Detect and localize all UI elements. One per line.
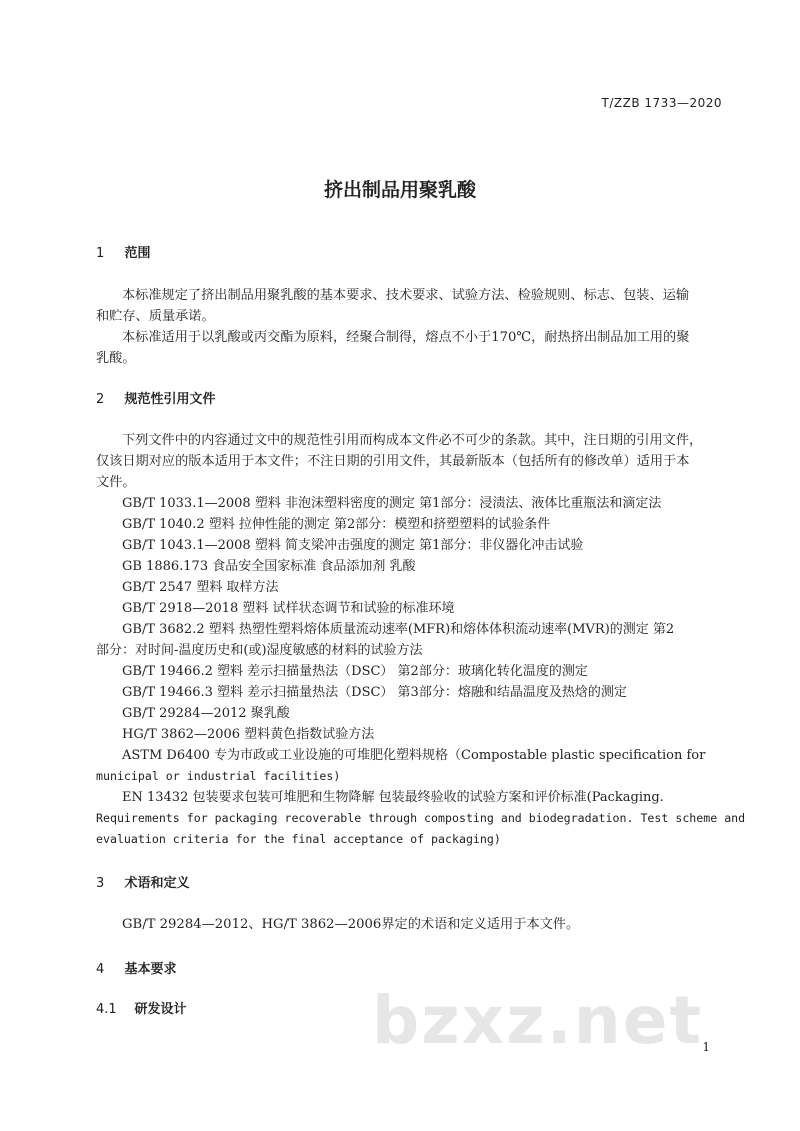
reference-item-continued: evaluation criteria for the final acceptance of packaging) — [96, 832, 501, 846]
reference-item: GB/T 19466.2 塑料 差示扫描量热法（DSC） 第2部分：玻璃化转化温度的测定 — [122, 664, 588, 679]
watermark: bzxz.net — [372, 982, 704, 1059]
terms-line: GB/T 29284—2012、HG/T 3862—2006界定的术语和定义适用于本文件。 — [122, 917, 580, 932]
section-title: 规范性引用文件 — [124, 392, 216, 407]
section-4-heading — [96, 958, 177, 977]
reference-item-continued: Requirements for packaging recoverable through composting and biodegradation. Test scheme and — [96, 811, 746, 825]
section-1-heading — [96, 242, 151, 261]
page-number: 1 — [702, 1040, 710, 1054]
reference-item: GB/T 1033.1—2008 塑料 非泡沫塑料密度的测定 第1部分：浸渍法、液体比重瓶法和滴定法 — [122, 496, 662, 511]
section-number: 4.1 — [96, 1002, 117, 1017]
reference-item-continued: 部分：对时间-温度历史和(或)湿度敏感的材料的试验方法 — [96, 643, 423, 658]
reference-item: EN 13432 包装要求包装可堆肥和生物降解 包装最终验收的试验方案和评价标准(Packaging. — [122, 790, 664, 805]
document-code: T/ZZB 1733—2020 — [601, 96, 722, 110]
scope-line: 乳酸。 — [96, 351, 136, 366]
section-number: 4 — [96, 962, 105, 977]
section-title: 术语和定义 — [124, 876, 190, 891]
reference-item: ASTM D6400 专为市政或工业设施的可堆肥化塑料规格（Compostable plastic specification for — [122, 748, 706, 763]
reference-item: GB/T 2547 塑料 取样方法 — [122, 580, 279, 595]
reference-item: GB/T 2918—2018 塑料 试样状态调节和试验的标准环境 — [122, 601, 455, 616]
reference-item-continued: municipal or industrial facilities) — [96, 769, 341, 783]
terms-paragraph — [96, 914, 726, 935]
scope-line: 本标准适用于以乳酸或丙交酯为原料，经聚合制得，熔点不小于170℃，耐热挤出制品加工用的聚 — [122, 330, 690, 345]
reference-item: GB/T 29284—2012 聚乳酸 — [122, 706, 290, 721]
scope-line: 本标准规定了挤出制品用聚乳酸的基本要求、技术要求、试验方法、检验规则、标志、包装、运输 — [122, 288, 690, 303]
intro-line: 仅该日期对应的版本适用于本文件；不注日期的引用文件，其最新版本（包括所有的修改单）适用于本 — [96, 454, 690, 469]
scope-paragraph-2 — [96, 327, 726, 369]
section-title: 研发设计 — [134, 1002, 187, 1017]
intro-line: 文件。 — [96, 475, 136, 490]
document-title: 挤出制品用聚乳酸 — [323, 179, 476, 201]
section-3-heading — [96, 872, 190, 891]
section-4-1-heading — [96, 998, 187, 1017]
reference-item: HG/T 3862—2006 塑料黄色指数试验方法 — [122, 727, 375, 742]
section-2-heading — [96, 388, 216, 407]
intro-line: 下列文件中的内容通过文中的规范性引用而构成本文件必不可少的条款。其中，注日期的引用文件， — [122, 433, 703, 448]
reference-item: GB/T 1043.1—2008 塑料 简支梁冲击强度的测定 第1部分：非仪器化冲击试验 — [122, 538, 584, 553]
section-number: 3 — [96, 876, 105, 891]
scope-line: 和贮存、质量承诺。 — [96, 309, 215, 324]
reference-item: GB/T 3682.2 塑料 热塑性塑料熔体质量流动速率(MFR)和熔体体积流动速率(MVR)的测定 第2 — [122, 622, 675, 637]
section-number: 1 — [96, 246, 105, 261]
section-title: 范围 — [124, 246, 151, 261]
reference-item: GB/T 1040.2 塑料 拉伸性能的测定 第2部分：模塑和挤塑塑料的试验条件 — [122, 517, 551, 532]
reference-item: GB 1886.173 食品安全国家标准 食品添加剂 乳酸 — [122, 559, 416, 574]
normative-intro — [96, 430, 726, 493]
scope-paragraph-1 — [96, 285, 726, 327]
reference-list — [96, 493, 746, 850]
reference-item: GB/T 19466.3 塑料 差示扫描量热法（DSC） 第3部分：熔融和结晶温度及热焓的测定 — [122, 685, 627, 700]
section-title: 基本要求 — [124, 962, 177, 977]
section-number: 2 — [96, 392, 105, 407]
